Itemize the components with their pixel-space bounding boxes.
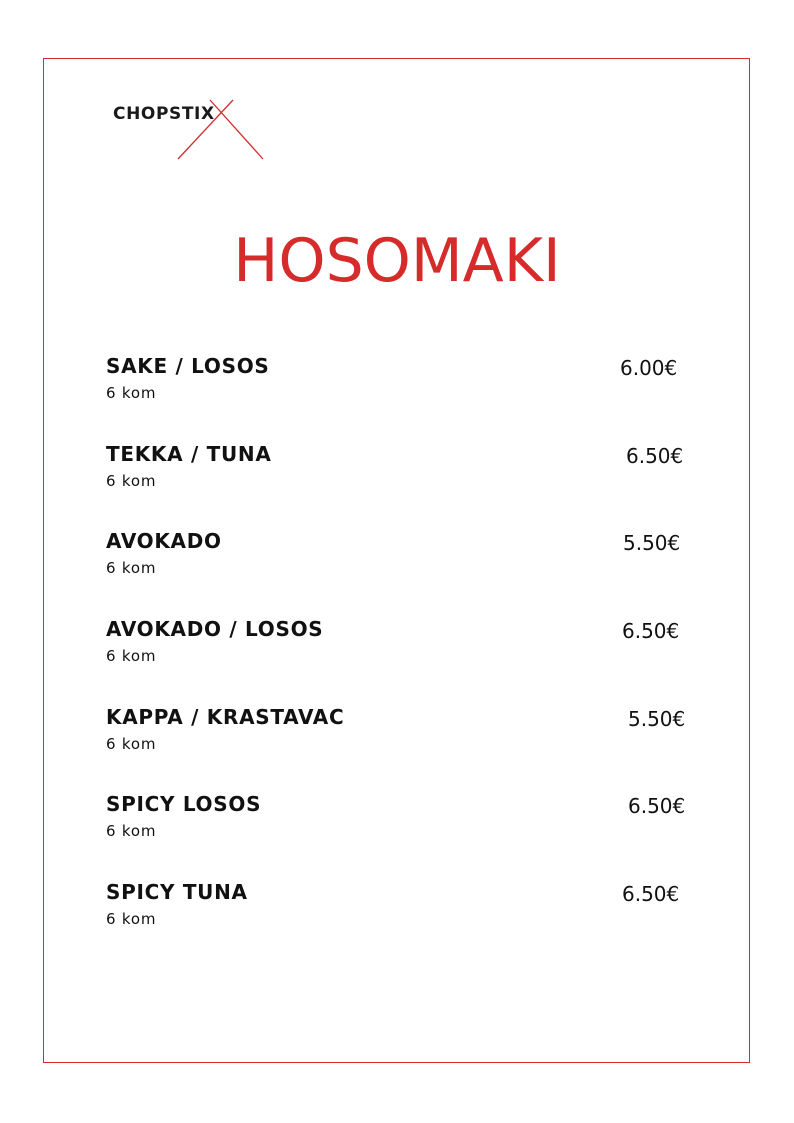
chopstix-logo [113,96,273,166]
item-price: 6.50€ [628,794,686,819]
menu-item [106,442,696,530]
item-quantity: 6 kom [106,910,157,929]
menu-list [106,354,696,968]
item-quantity: 6 kom [106,471,157,490]
item-name: TEKKA / TUNA [106,441,272,466]
item-name: SAKE / LOSOS [106,354,270,378]
page-title: HOSOMAKI [233,226,561,296]
item-quantity: 6 kom [106,559,157,578]
item-price: 6.00€ [620,356,678,380]
menu-item [106,617,696,705]
item-price: 5.50€ [628,706,686,731]
menu-item [106,880,696,968]
item-price: 6.50€ [622,619,680,644]
item-quantity: 6 kom [106,822,157,841]
item-name: AVOKADO / LOSOS [106,617,324,642]
item-price: 6.50€ [626,443,684,468]
item-quantity: 6 kom [106,647,157,666]
item-quantity: 6 kom [106,384,157,402]
item-name: KAPPA / KRASTAVAC [106,704,345,729]
menu-item [106,354,696,442]
item-name: SPICY LOSOS [106,792,262,817]
logo-wordmark: CHOPSTIX [113,104,215,124]
item-price: 6.50€ [622,882,680,907]
menu-item [106,792,696,880]
item-quantity: 6 kom [106,734,157,753]
item-name: AVOKADO [106,529,222,554]
menu-item [106,529,696,617]
item-price: 5.50€ [623,531,681,556]
menu-item [106,705,696,793]
item-name: SPICY TUNA [106,880,248,905]
